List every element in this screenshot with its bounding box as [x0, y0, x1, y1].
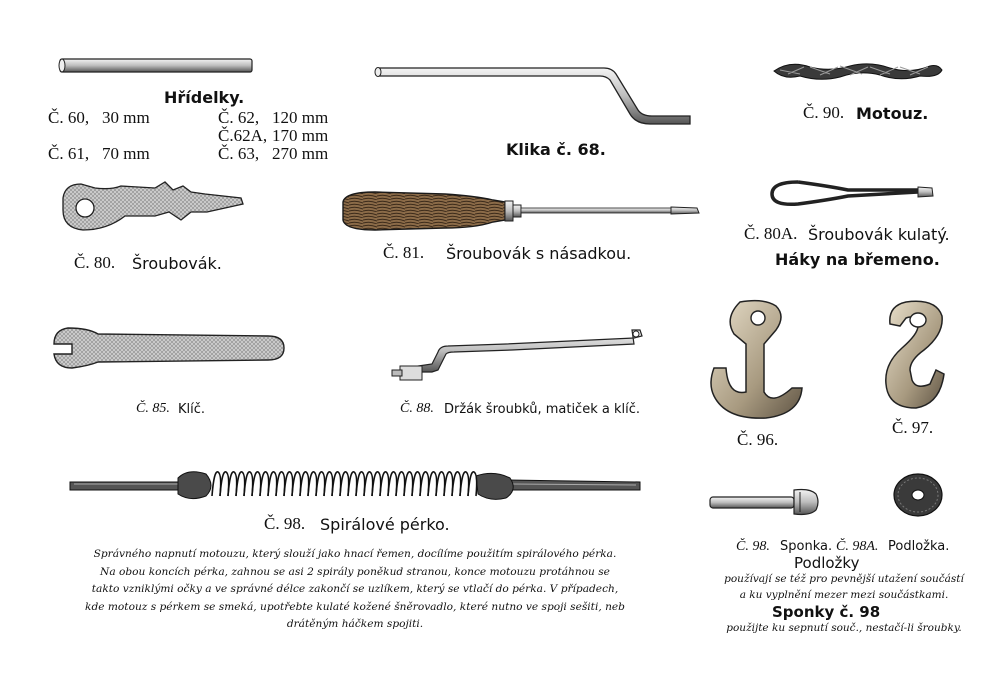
perko-coil-loop [348, 472, 357, 496]
perko-coil-loop [468, 472, 477, 496]
drzak-88-num: Č. 88. [400, 401, 434, 416]
perko-coil-loop [428, 472, 437, 496]
perko-coil-loop [388, 472, 397, 496]
perko-paragraph-line: takto vzniklými očky a ve správné délce zakončí se uzlíkem, který se vtlačí do pérka. V případech, [91, 583, 619, 595]
perko-paragraph [30, 546, 680, 634]
perko-coil-loop [244, 472, 253, 496]
perko-98-num: Č. 98. [264, 514, 306, 533]
perko-coil-loop [404, 472, 413, 496]
perko-coil-loop [340, 472, 349, 496]
sroubovak-80-num: Č. 80. [74, 253, 116, 272]
sponka-name: Sponka. [780, 539, 833, 554]
drzak-88-name: Držák šroubků, matiček a klíč. [444, 402, 640, 417]
perko-coil-loop [316, 472, 325, 496]
perko-coil-loop [372, 472, 381, 496]
drzak-88-image [388, 320, 658, 392]
sroubovak-80a-num: Č. 80A. [744, 224, 798, 243]
perko-coil-loop [292, 472, 301, 496]
hridelka-62-num: Č. 62, [218, 108, 260, 127]
podlozky-text-line: a ku vyplnění mezer mezi součástkami. [739, 589, 949, 601]
klic-85-num: Č. 85. [136, 401, 170, 416]
hak-96-image [706, 296, 806, 424]
perko-coil-loop [220, 472, 229, 496]
perko-coil-loop [268, 472, 277, 496]
motouz-twine-image [770, 58, 945, 84]
podlozky-title: Podložky [794, 554, 860, 572]
hridelky-title: Hřídelky. [164, 88, 245, 107]
perko-coil-loop [460, 472, 469, 496]
perko-coil-loop [260, 472, 269, 496]
sroubovak-80-image [55, 178, 250, 240]
hridelka-60-size: 30 mm [102, 108, 150, 127]
hak-97-image [876, 296, 956, 416]
perko-coil-loop [396, 472, 405, 496]
hridelka-62-size: 120 mm [272, 108, 329, 127]
perko-coil-loop [452, 472, 461, 496]
podlozka-98a-image [888, 470, 948, 520]
sponky-text-line: použijte ku sepnutí souč., nestačí-li šroubky. [726, 622, 962, 634]
sponky-title: Sponky č. 98 [772, 603, 881, 621]
podlozky-text-line: používají se též pro pevnější utažení součástí [724, 573, 964, 585]
perko-coil-loop [300, 472, 309, 496]
perko-coil-loop [420, 472, 429, 496]
hridelka-61-size: 70 mm [102, 144, 150, 163]
hak-96-num: Č. 96. [737, 430, 779, 449]
hridelka-63-size: 270 mm [272, 144, 329, 163]
perko-paragraph-line: Na obou koncích pérka, zahnou se asi 2 spirály poněkud stranou, konce motouzu protáhnou se [100, 565, 610, 578]
hridelka-62a-num: Č.62A, [218, 126, 268, 145]
motouz-num: Č. 90. [803, 103, 845, 122]
perko-coil-loop [364, 472, 373, 496]
podlozka-num: Č. 98A. [836, 539, 879, 554]
sroubovak-80a-image [768, 172, 938, 216]
sroubovak-81-num: Č. 81. [383, 243, 425, 262]
perko-coil-loop [332, 472, 341, 496]
klika-crank-image [372, 58, 702, 130]
podlozky-text [716, 571, 972, 603]
perko-coil-loop [412, 472, 421, 496]
perko-coil-loop [252, 472, 261, 496]
perko-98-image [66, 466, 646, 504]
sroubovak-81-image [335, 188, 705, 234]
sroubovak-80-name: Šroubovák. [132, 254, 222, 273]
klika-label: Klika č. 68. [506, 140, 606, 159]
perko-coil-loop [236, 472, 245, 496]
perko-coil-loop [436, 472, 445, 496]
perko-coil-loops [212, 472, 477, 496]
sroubovak-80a-name: Šroubovák kulatý. [808, 225, 950, 244]
hridelka-62a-size: 170 mm [272, 126, 329, 145]
perko-coil-loop [356, 472, 365, 496]
hridelka-61-num: Č. 61, [48, 144, 90, 163]
sponka-98-image [706, 486, 826, 520]
hridelka-63-num: Č. 63, [218, 144, 260, 163]
hridelka-60-num: Č. 60, [48, 108, 90, 127]
perko-coil-loop [308, 472, 317, 496]
perko-coil-loop [212, 472, 221, 496]
perko-paragraph-line: kde motouz s pérkem se smeká, upotřebte kulaté kožené šněrovadlo, které nutno ve spoji sešiti, neb [85, 600, 625, 613]
klic-85-name: Klíč. [178, 402, 206, 417]
perko-98-name: Spirálové pérko. [320, 515, 450, 534]
motouz-name: Motouz. [856, 104, 929, 123]
perko-coil-loop [284, 472, 293, 496]
perko-coil-loop [276, 472, 285, 496]
sponky-text [712, 620, 976, 636]
hak-97-num: Č. 97. [892, 418, 934, 437]
perko-coil-loop [380, 472, 389, 496]
hridelka-rod-image [58, 56, 258, 76]
haky-title: Háky na břemeno. [775, 250, 940, 269]
perko-paragraph-line: drátěným háčkem spojiti. [286, 618, 424, 630]
sponka-num: Č. 98. [736, 539, 770, 554]
perko-paragraph-line: Správného napnutí motouzu, který slouží jako hnací řemen, docílíme použitím spirálového pérka. [93, 548, 617, 560]
perko-coil-loop [228, 472, 237, 496]
perko-coil-loop [444, 472, 453, 496]
perko-coil-loop [324, 472, 333, 496]
sroubovak-81-name: Šroubovák s násadkou. [446, 244, 632, 263]
podlozka-name: Podložka. [888, 539, 950, 554]
klic-85-image [48, 318, 288, 378]
